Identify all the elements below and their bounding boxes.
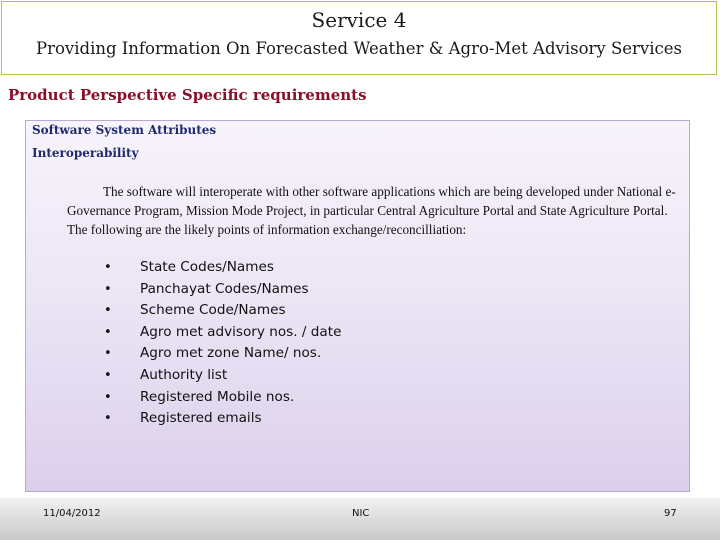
bullet-icon: • <box>104 367 112 383</box>
list-item-text: Agro met zone Name/ nos. <box>140 345 322 362</box>
bullet-icon: • <box>104 324 112 340</box>
list-item <box>96 343 341 365</box>
slide-title: Service 4 <box>311 8 407 32</box>
list-item <box>96 365 341 387</box>
attributes-label: Software System Attributes <box>32 123 217 137</box>
list-item-text: Scheme Code/Names <box>140 302 286 319</box>
bullet-icon: • <box>104 389 112 405</box>
list-item <box>96 279 341 301</box>
bullet-icon: • <box>104 281 112 297</box>
list-item <box>96 257 341 279</box>
section-heading: Product Perspective Specific requirements <box>8 86 367 104</box>
list-item <box>96 300 341 322</box>
list-item-text: Panchayat Codes/Names <box>140 280 309 297</box>
bullet-icon: • <box>104 303 112 319</box>
list-item <box>96 408 341 430</box>
footer-organization: NIC <box>352 508 370 519</box>
list-item-text: State Codes/Names <box>140 259 274 275</box>
list-item-text: Authority list <box>140 366 228 383</box>
slide-title-box <box>1 1 717 75</box>
list-item-text: Registered Mobile nos. <box>140 388 295 405</box>
footer-date: 11/04/2012 <box>43 508 101 519</box>
list-item <box>96 322 341 344</box>
bullet-icon: • <box>104 346 112 362</box>
content-panel <box>25 120 690 492</box>
list-item <box>96 387 341 409</box>
page-number: 97 <box>664 508 677 519</box>
list-item-text: Agro met advisory nos. / date <box>140 323 342 340</box>
slide-footer <box>0 498 720 540</box>
interoperability-paragraph: The software will interoperate with other software applications which are being developed under National e-Governance Program, Mission Mode Project, in particular Central Agriculture Portal and State Agriculture Portal. The following are the likely points of information exchange/reconcilliation: <box>67 184 676 237</box>
bullet-icon: • <box>104 411 112 427</box>
slide-subtitle: Providing Information On Forecasted Weather & Agro-Met Advisory Services <box>35 39 682 58</box>
list-item-text: Registered emails <box>140 410 262 427</box>
bullet-icon: • <box>104 260 112 275</box>
interoperability-label: Interoperability <box>32 146 139 160</box>
exchange-points-list <box>96 257 341 430</box>
